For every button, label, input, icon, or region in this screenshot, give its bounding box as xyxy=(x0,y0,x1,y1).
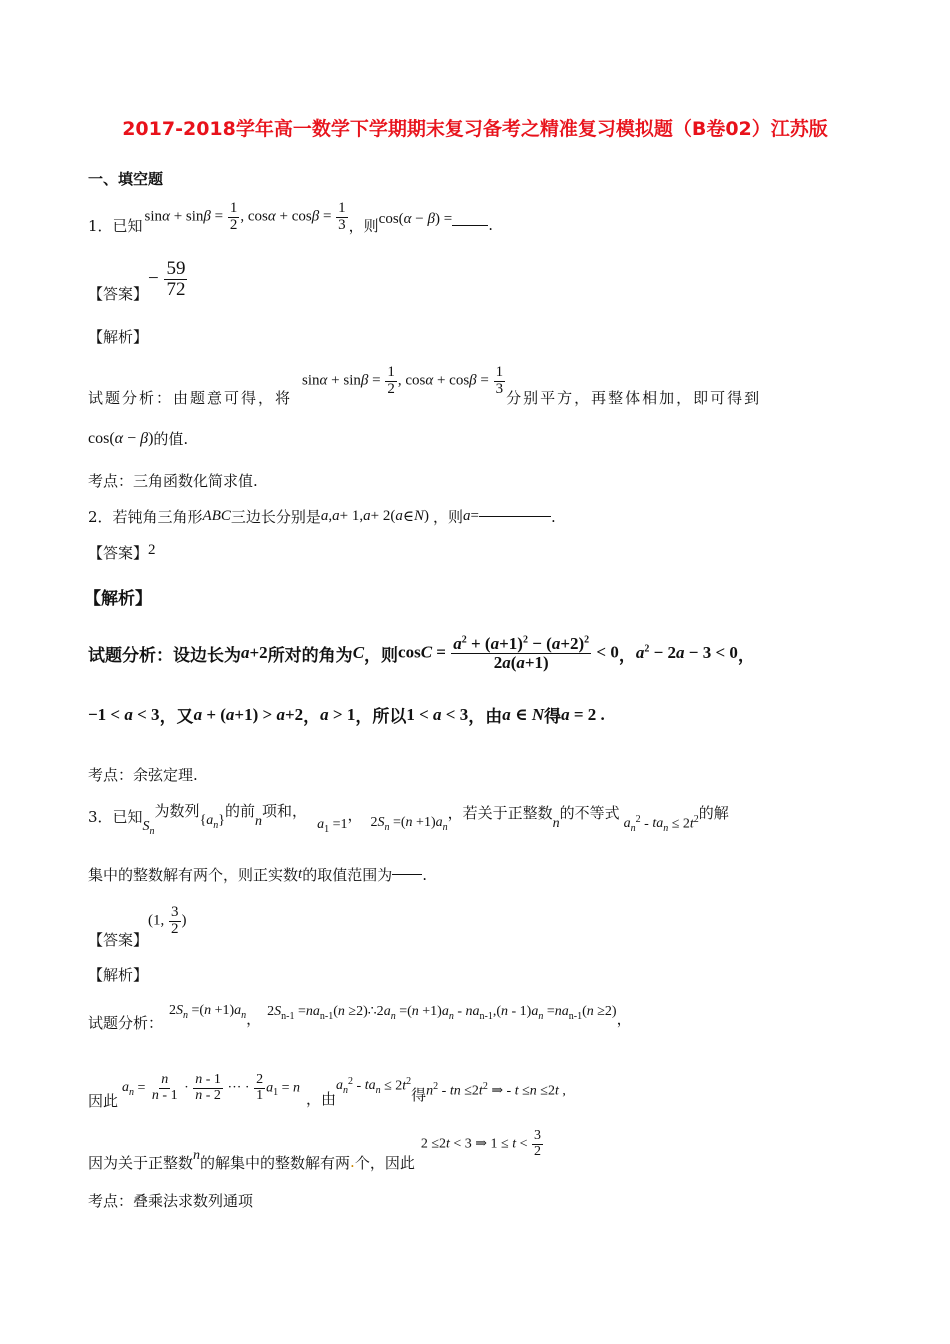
q2-line1-b: 所对的角为 xyxy=(267,645,353,666)
q2-triangle-name: ABC xyxy=(202,508,231,524)
q2-range-2: 1 < a < 3 xyxy=(406,704,469,724)
q3-n-2: n xyxy=(552,816,560,831)
q1-analysis-label: 【解析】 xyxy=(88,328,149,346)
q3-line3-c: 个，因此 xyxy=(354,1153,415,1172)
q1-blank xyxy=(452,225,488,226)
q2-line1-a: 试题分析：设边长为 xyxy=(88,645,241,666)
q3-product-formula: $a_n$ = $\frac{n}{n - 1}$ · $\frac{n - 1}{n - 2}$ ··· · $\frac{2}{1}$ $a_1 = n$ xyxy=(122,1071,300,1103)
q2-line2-d: ，由 xyxy=(468,707,503,727)
q2-stem-b: 三边长分别是 xyxy=(230,508,321,526)
q2-quadratic: $a^2 - 2a - 3 < 0$ xyxy=(635,643,738,662)
q2-line2-b: ， xyxy=(303,707,321,727)
q2-a-in-n: a ∈ N xyxy=(502,704,545,724)
q3-t: t xyxy=(298,866,303,882)
q3-step-1: $2S_n =(n +1)a_n$ xyxy=(169,1003,247,1021)
q2-point: 考点：余弦定理. xyxy=(88,766,198,784)
q2-range-1: −1 < a < 3 xyxy=(88,704,160,724)
q3-line3-a: 因为关于正整数 xyxy=(88,1153,194,1172)
q2-stem-c: ，则 xyxy=(432,508,463,526)
q1-analysis-formula-2: cos(α − β) xyxy=(88,429,154,447)
q3-answer-row xyxy=(88,904,187,950)
q1-analysis-text-b: 分别平方，再整体相加，即可得到 xyxy=(506,388,762,407)
q3-recurrence: $2S_n =(n +1)a_n$ xyxy=(370,815,448,833)
q3-derived: $n^2$ - tn $\le 2t^2$ ⇒ - t ≤n ≤2t , xyxy=(426,1080,566,1099)
q2-blank xyxy=(479,516,551,517)
q2-angle-c: C xyxy=(352,643,365,662)
q3-step-2: $2S_{n-1} =na_{n-1}(n$ $\ge 2)\therefore 2a_n =(n +1)a_n - na_{n-1},(n - 1)a_n =na_{n-1}(n \ge 2)$ xyxy=(267,1003,617,1022)
question-1: 1．已知 sinα + sinβ = $\frac{1}{2}$ , cosα + cosβ = $\frac{1}{3}$ ，则 cos(α − β) = . xyxy=(88,199,493,235)
q1-answer-value: − $\frac{59}{72}$ xyxy=(148,257,186,300)
q3-analysis-label: 【解析】 xyxy=(88,966,149,984)
q1-then: ，则 xyxy=(348,216,379,235)
q2-a-gt-1: a > 1 xyxy=(320,704,356,724)
q3-seq: $\{a_n\}$ xyxy=(199,813,226,831)
q2-target: a xyxy=(462,508,471,524)
document-title: 2017-2018学年高一数学下学期期末复习备考之精准复习模拟题（B卷02）江苏版 xyxy=(122,118,828,140)
q2-expr-side: a xyxy=(241,643,250,662)
q1-analysis-line2 xyxy=(88,428,188,449)
q1-analysis-formula: sinα + sinβ = $\frac{1}{2}$ , cosα + cosβ = $\frac{1}{3}$ xyxy=(302,363,504,397)
q3-stem-line2: 集中的整数解有两个，则正实数 t 的取值范围为 . xyxy=(88,865,427,884)
q2-line1-c: ，则 xyxy=(364,645,399,666)
q1-analysis-text-a: 试题分析：由题意可得，将 xyxy=(88,388,293,407)
q1-number: 1．已知 xyxy=(88,216,143,235)
q1-target-formula: cos(α − β) = xyxy=(378,210,453,227)
q2-stem-a: 2．若钝角三角形 xyxy=(88,508,203,526)
q2-answer-label: 【答案】 xyxy=(88,544,149,562)
question-2: 2．若钝角三角形 ABC 三边长分别是 a , a + 1, a + 2( a ∈ N ) ，则 a = . xyxy=(88,507,556,526)
q3-stem-a: 3．已知 xyxy=(88,807,143,826)
q3-point: 考点：叠乘法求数列通项 xyxy=(88,1192,254,1210)
q1-answer-row xyxy=(88,257,188,312)
q3-stem-i: 的取值范围为 xyxy=(302,866,393,884)
q3-n: n xyxy=(255,814,263,829)
q3-analysis-prefix: 试题分析： xyxy=(88,1013,164,1032)
q3-sn: $S_n$ xyxy=(142,819,155,837)
q2-analysis-line2 xyxy=(88,702,605,727)
section-heading: 一、填空题 xyxy=(88,170,164,188)
q3-stem-e: ，若关于正整数 xyxy=(447,803,553,822)
q2-line2-c: ，所以 xyxy=(355,707,407,727)
q2-line2-e: 得 xyxy=(544,707,562,727)
q1-given-formula: sinα + sinβ = $\frac{1}{2}$ , cosα + cosβ = $\frac{1}{3}$ xyxy=(144,199,346,233)
q3-stem-g: 的解 xyxy=(698,803,729,822)
q3-stem-b: 为数列 xyxy=(154,801,200,820)
q3-line2-a: 因此 xyxy=(88,1091,119,1110)
q3-line2-b: ，由 xyxy=(306,1089,337,1108)
q1-analysis-line1 xyxy=(88,362,864,412)
q3-stem-h: 集中的整数解有两个，则正实数 xyxy=(88,866,299,884)
q2-triangle-ineq: a + (a+1) > a+2 xyxy=(193,704,304,724)
q3-stem-d: 项和， xyxy=(262,801,308,820)
q3-inequality-2: $a_n^2 - ta_n \le 2t^2$ xyxy=(336,1075,412,1097)
q2-cos-formula: cosC = $\frac{a^2 + (a+1)^2 - (a+2)^2}{2a(a+1)}$ < 0 xyxy=(398,633,619,672)
q1-answer-label: 【答案】 xyxy=(88,284,149,303)
q3-final-range: 2 ≤2t < 3 ⇒ 1 ≤ t < $\frac{3}{2}$ xyxy=(420,1127,542,1159)
q2-answer-value: 2 xyxy=(148,542,156,558)
q3-analysis-line1: 试题分析： $2S_n =(n +1)a_n$ ， $2S_{n-1} =na_{n-1}(n$ $\ge 2)\therefore 2a_n =(n +1)a_n - na_{n-1},(n - 1)a_n =na_{n-1}(n \ge 2)$ ， xyxy=(88,1003,632,1032)
q3-inequality: $a_n^2 - ta_n \le 2t^2$ xyxy=(623,813,699,835)
q2-result: a = 2 . xyxy=(561,704,605,724)
q3-analysis-line3: 因为关于正整数 n 的解集中的整数解有两 . 个，因此 2 ≤2t < 3 ⇒ 1 ≤ t < $\frac{3}{2}$ xyxy=(88,1126,544,1174)
q3-line3-b: 的解集中的整数解有两 xyxy=(200,1153,351,1172)
q2-analysis-label: 【解析】 xyxy=(84,589,152,609)
q2-line2-a: ，又 xyxy=(159,707,194,727)
q2-answer-row xyxy=(88,542,156,563)
q2-analysis-line1: 试题分析：设边长为 a +2 所对的角为 C ，则 cosC = $\frac{a^2 + (a+1)^2 - (a+2)^2}{2a(a+1)}$ < 0 ， $a^2 - 2a - 3 < 0$ ， xyxy=(88,633,755,672)
q3-stem-f: 的不等式 xyxy=(559,803,620,822)
q3-line2-c: 得 xyxy=(411,1085,427,1104)
q1-point: 考点：三角函数化简求值. xyxy=(88,472,258,490)
q3-n-3: n xyxy=(193,1148,201,1163)
q2-line1-e: ， xyxy=(737,645,755,666)
q3-answer-value: (1, $\frac{3}{2}$ ) xyxy=(148,903,187,937)
q2-line1-d: ， xyxy=(618,645,636,666)
q3-answer-label: 【答案】 xyxy=(88,930,149,949)
q3-a1: $a_1 =1$ xyxy=(317,817,348,835)
q3-stem-c: 的前 xyxy=(225,801,256,820)
question-3: 3．已知 $S_n$ 为数列 $\{a_n\}$ 的前 n 项和， $a_1 =1$ ， $2S_n =(n +1)a_n$ ，若关于正整数 n 的不等式 $a_n^2 - ta_n \le 2t^2$ 的解 xyxy=(88,801,729,837)
q2-sides-formula: a xyxy=(320,508,329,524)
q3-blank xyxy=(392,874,422,875)
q3-analysis-line2 xyxy=(88,1064,566,1112)
q1-analysis-text-c: 的值. xyxy=(153,430,189,448)
